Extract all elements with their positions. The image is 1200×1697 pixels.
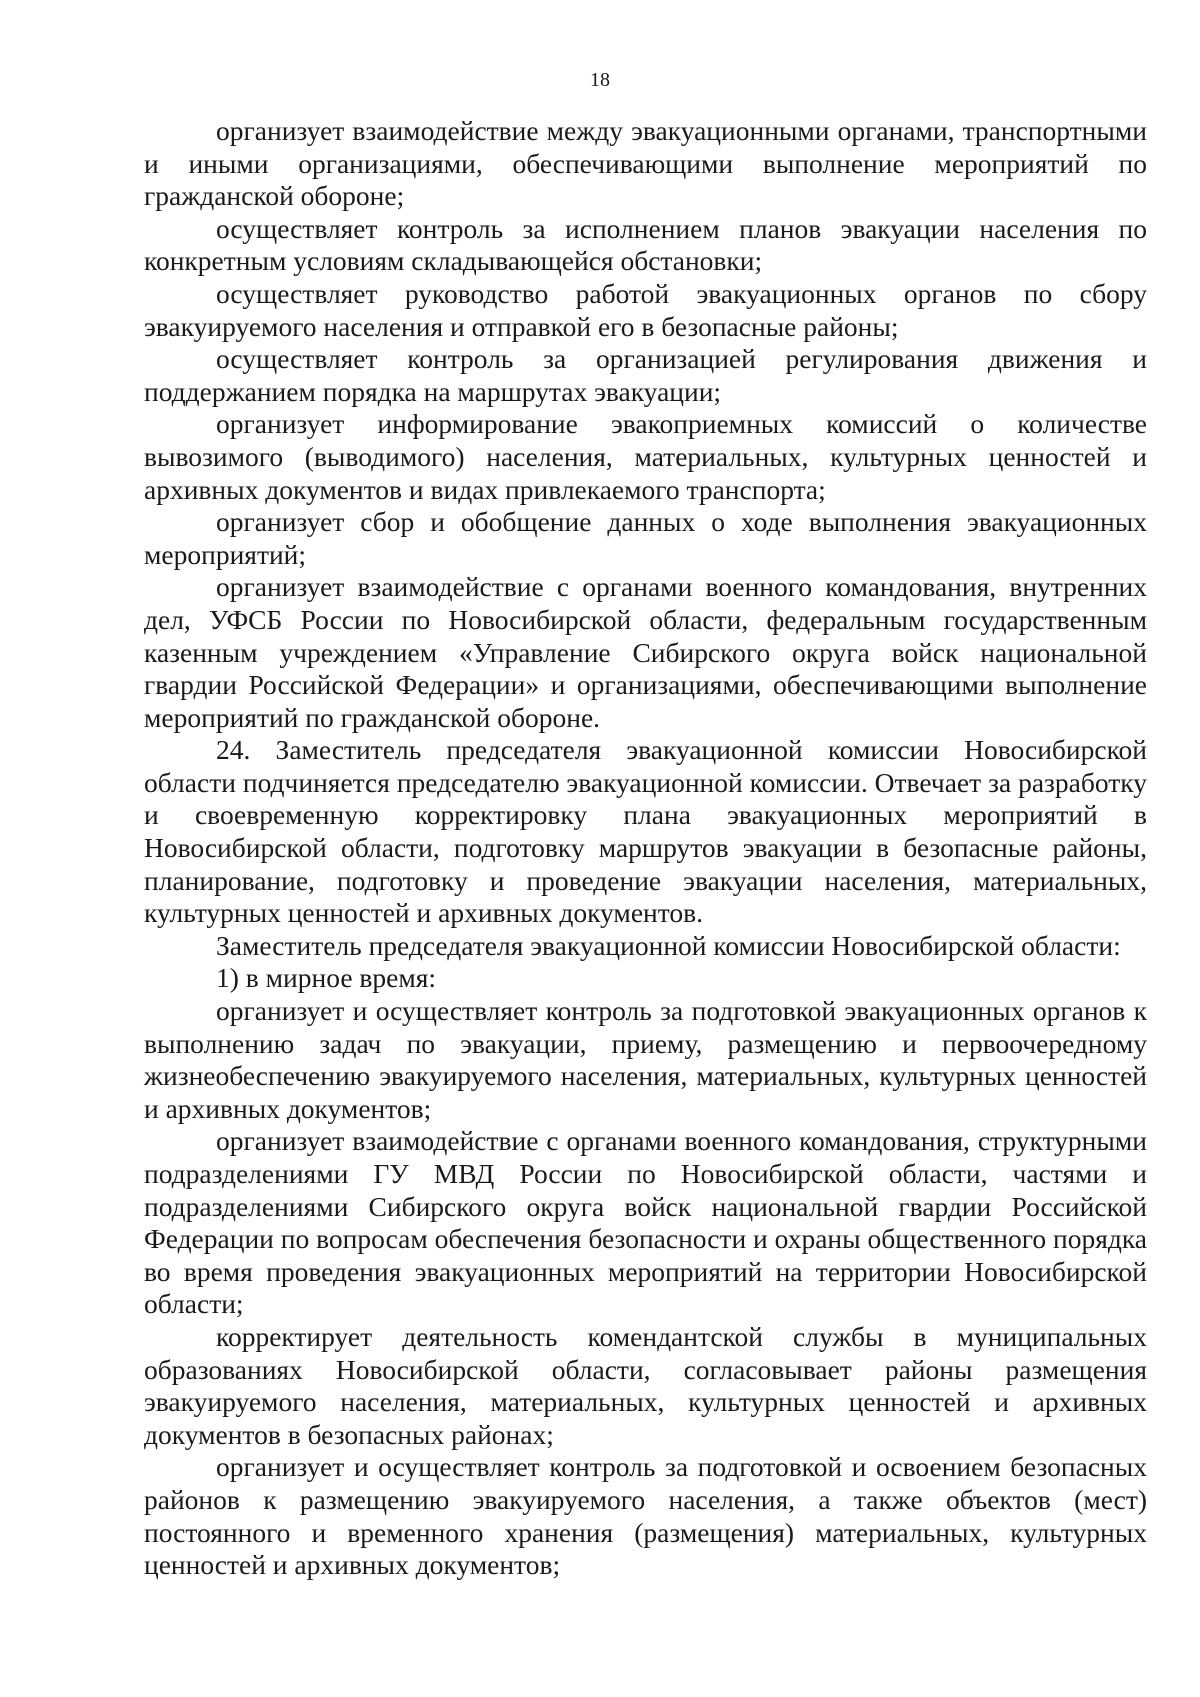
paragraph-traffic-control: осуществляет контроль за организацией регулирования движения и поддержанием порядка на маршрутах эвакуации; bbox=[144, 343, 1147, 407]
paragraph-item-24: 24. Заместитель председателя эвакуационной комиссии Новосибирской области подчиняется председателю эвакуационной комиссии. Отвечает за разработку и своевременную корректировку плана эвакуационных мероприятий в Новосибирской области, подготовку маршрутов эвакуации в безопасные районы, планирование, подготовку и проведение эвакуации населения, материальных, культурных ценностей и архивных документов. bbox=[144, 734, 1147, 929]
paragraph-evacuation-bodies-management: осуществляет руководство работой эвакуационных органов по сбору эвакуируемого населения и отправкой его в безопасные районы; bbox=[144, 277, 1147, 342]
paragraph-reception-commissions-informing: организует информирование эвакоприемных комиссий о количестве вывозимого (выводимого) населения, материальных, культурных ценностей и архивных документов и видах привлекаемого транспорта; bbox=[144, 408, 1147, 505]
paragraph-deputy-heading: Заместитель председателя эвакуационной комиссии Новосибирской области: bbox=[216, 929, 1121, 961]
paragraph-safe-areas-preparation: организует и осуществляет контроль за подготовкой и освоением безопасных районов к размещению эвакуируемого населения, а также объектов (мест) постоянного и временного хранения (размещения) материальных, культурных ценностей и архивных документов; bbox=[144, 1451, 1147, 1581]
paragraph-peacetime-heading: 1) в мирное время: bbox=[216, 962, 437, 994]
paragraph-data-collection: организует сбор и обобщение данных о ходе выполнения эвакуационных мероприятий; bbox=[144, 506, 1147, 570]
paragraph-evacuation-plan-control: осуществляет контроль за исполнением планов эвакуации населения по конкретным условиям складывающейся обстановки; bbox=[144, 212, 1147, 277]
paragraph-commandant-service: корректирует деятельность комендантской службы в муниципальных образованиях Новосибирской области, согласовывает районы размещения эвакуируемого населения, материальных, культурных ценностей и архивных документов в безопасных районах; bbox=[144, 1320, 1147, 1450]
page-number: 18 bbox=[590, 69, 610, 91]
paragraph-coordination: организует взаимодействие между эвакуационными органами, транспортными и иными организациями, обеспечивающими выполнение мероприятий по гражданской обороне; bbox=[144, 115, 1147, 212]
paragraph-military-cooperation: организует взаимодействие с органами военного командования, внутренних дел, УФСБ России по Новосибирской области, федеральным государственным казенным учреждением «Управление Сибирского округа войск национальной гвардии Российской Федерации» и организациями, обеспечивающими выполнение мероприятий по гражданской обороне. bbox=[144, 571, 1147, 733]
paragraph-security-cooperation: организует взаимодействие с органами военного командования, структурными подразделениями ГУ МВД России по Новосибирской области, частями и подразделениями Сибирского округа войск национальной гвардии Российской Федерации по вопросам обеспечения безопасности и охраны общественного порядка во время проведения эвакуационных мероприятий на территории Новосибирской области; bbox=[144, 1125, 1147, 1320]
paragraph-training-control: организует и осуществляет контроль за подготовкой эвакуационных органов к выполнению задач по эвакуации, приему, размещению и первоочередному жизнеобеспечению эвакуируемого населения, материальных, культурных ценностей и архивных документов; bbox=[144, 995, 1147, 1124]
document-body bbox=[144, 115, 1147, 1582]
